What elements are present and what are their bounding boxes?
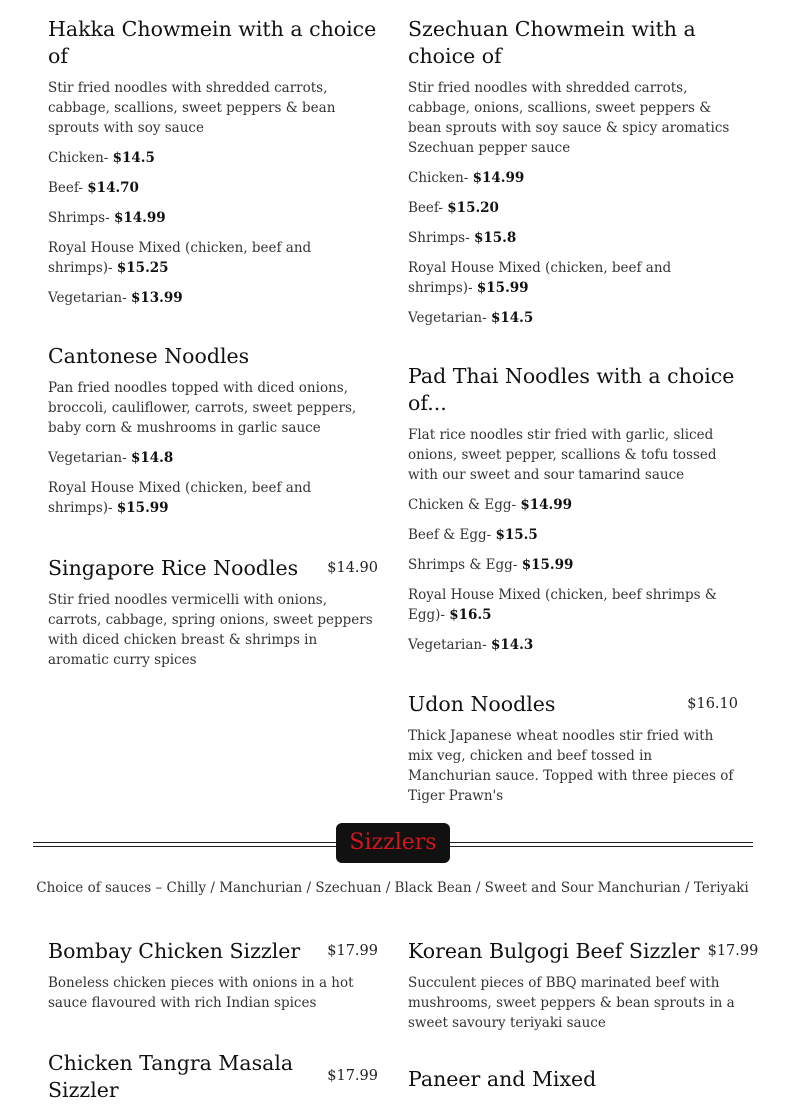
price-option: Chicken- $14.99 [408,170,525,186]
item-description: Boneless chicken pieces with onions in a hot sauce flavoured with rich Indian spices [48,975,354,1011]
item-description: Stir fried noodles vermicelli with onions, carrots, cabbage, spring onions, sweet peppers with diced chicken breast & shrimps in aromatic curry spices [48,592,373,668]
menu-item-hakka-chowmein [48,16,380,308]
price-option: Royal House Mixed (chicken, beef shrimps & Egg)- $16.5 [408,587,717,623]
price-option: Vegetarian- $14.8 [48,450,174,466]
item-title: Hakka Chowmein with a choice of [48,17,377,68]
section-heading-text: Sizzlers [349,830,437,855]
menu-item-udon-noodles [408,691,738,806]
item-description: Stir fried noodles with shredded carrots, cabbage, scallions, sweet peppers & bean sprouts with soy sauce [48,80,336,136]
item-price: $17.99 [707,943,759,959]
menu-item-korean-bulgogi-beef-sizzler [408,938,759,1033]
price-option: Shrimps- $14.99 [48,210,166,226]
price-option: Vegetarian- $13.99 [48,290,183,306]
price-option: Royal House Mixed (chicken, beef and shrimps)- $15.99 [48,480,312,516]
price-option: Shrimps & Egg- $15.99 [408,557,574,573]
menu-item-bombay-chicken-sizzler [48,938,378,1013]
price-option: Royal House Mixed (chicken, beef and shrimps)- $15.99 [408,260,672,296]
menu-item-cantonese-noodles [48,343,380,518]
item-price: $17.99 [327,1068,378,1084]
price-option: Beef- $14.70 [48,180,139,196]
price-option: Beef & Egg- $15.5 [408,527,538,543]
item-title: Korean Bulgogi Beef Sizzler [408,939,700,963]
item-price: $16.10 [687,696,738,712]
menu-item-paneer-and-mixed [408,1066,738,1093]
item-title: Szechuan Chowmein with a choice of [408,17,696,68]
price-option: Chicken- $14.5 [48,150,155,166]
menu-item-szechuan-chowmein [408,16,740,328]
item-title: Singapore Rice Noodles [48,556,299,580]
item-description: Succulent pieces of BBQ marinated beef with mushrooms, sweet peppers & bean sprouts in a sweet savoury teriyaki sauce [408,975,735,1031]
section-heading-sizzlers [336,823,450,863]
item-description: Stir fried noodles with shredded carrots, cabbage, onions, scallions, sweet peppers & bean sprouts with soy sauce & spicy aromatics Szechuan pepper sauce [408,80,730,156]
item-description: Pan fried noodles topped with diced onions, broccoli, cauliflower, carrots, sweet peppers, baby corn & mushrooms in garlic sauce [48,380,357,436]
item-title: Bombay Chicken Sizzler [48,939,301,963]
menu-item-chicken-tangra-masala-sizzler [48,1050,378,1104]
sauce-choices: Choice of sauces – Chilly / Manchurian / Szechuan / Black Bean / Sweet and Sour Manchurian / Teriyaki [36,880,749,896]
menu-item-singapore-rice-noodles [48,555,378,670]
item-title: Pad Thai Noodles with a choice of... [408,364,735,415]
item-title: Cantonese Noodles [48,344,250,368]
item-title: Udon Noodles [408,692,556,716]
price-option: Vegetarian- $14.5 [408,310,534,326]
price-option: Chicken & Egg- $14.99 [408,497,573,513]
item-description: Thick Japanese wheat noodles stir fried with mix veg, chicken and beef tossed in Manchurian sauce. Topped with three pieces of Tiger Prawn's [408,728,734,804]
item-title: Chicken Tangra Masala Sizzler [48,1051,294,1102]
item-description: Flat rice noodles stir fried with garlic, sliced onions, sweet pepper, scallions & tofu tossed with our sweet and sour tamarind sauce [408,427,717,483]
item-price: $14.90 [327,560,378,576]
price-option: Beef- $15.20 [408,200,499,216]
price-option: Vegetarian- $14.3 [408,637,534,653]
item-title: Paneer and Mixed [408,1067,597,1091]
price-option: Shrimps- $15.8 [408,230,517,246]
item-price: $17.99 [327,943,378,959]
price-option: Royal House Mixed (chicken, beef and shrimps)- $15.25 [48,240,312,276]
menu-item-pad-thai-noodles [408,363,740,655]
